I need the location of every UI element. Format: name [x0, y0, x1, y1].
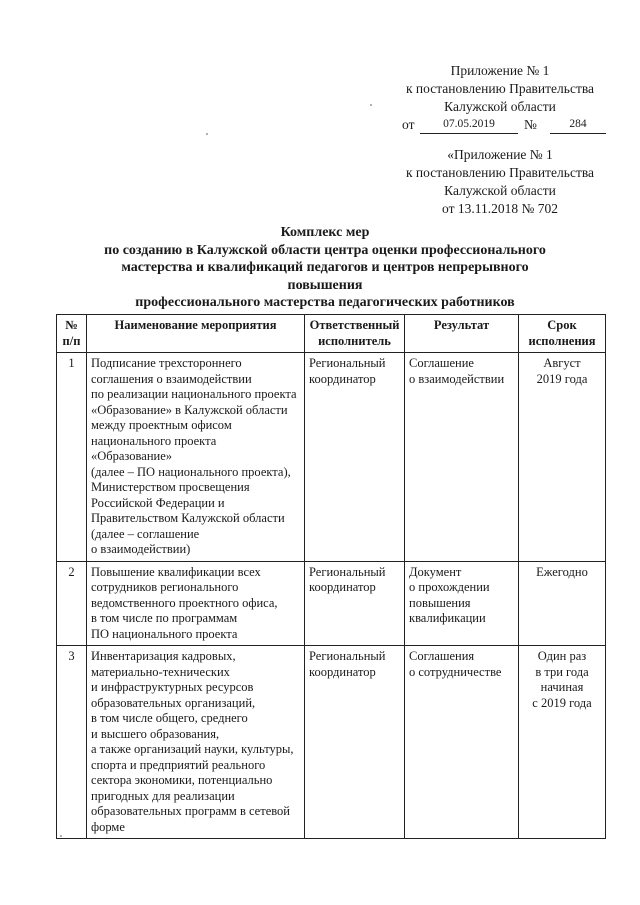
row-result: Документ о прохождении повышения квалификации	[405, 561, 519, 646]
row-number: 2	[57, 561, 87, 646]
appendix-resolution: к постановлению Правительства	[405, 81, 595, 96]
document-title	[90, 224, 560, 312]
appendix-title: «Приложение № 1	[447, 147, 553, 162]
row-number: 3	[57, 646, 87, 839]
row-name: Инвентаризация кадровых, материально-технических и инфраструктурных ресурсов образовательных организаций, в том числе общего, среднего и высшего образования, а также организаций науки, культуры, спорта и предприятий реального сектора экономики, потенциально пригодных для реализации образовательных программ в сетевой форме	[87, 646, 305, 839]
scan-speck	[370, 104, 372, 106]
appendix-reference: от 13.11.2018 № 702	[442, 201, 558, 216]
resolution-date: 07.05.2019	[420, 115, 518, 134]
resolution-number: 284	[550, 115, 606, 134]
row-term: Ежегодно	[519, 561, 606, 646]
row-result: Соглашения о сотрудничестве	[405, 646, 519, 839]
appendix-current-header	[390, 62, 610, 134]
header-responsible: Ответственный исполнитель	[305, 315, 405, 353]
header-term: Срок исполнения	[519, 315, 606, 353]
appendix-region: Калужской области	[444, 99, 556, 114]
appendix-reference	[390, 116, 610, 134]
row-responsible: Региональный координатор	[305, 561, 405, 646]
measures-table	[56, 314, 606, 839]
row-name: Подписание трехстороннего соглашения о взаимодействии по реализации национального проекта «Образование» в Калужской области между проектным офисом национального проекта «Образование» (далее – ПО национального проекта), Министерством просвещения Российской Федерации и Правительством Калужской области (далее – соглашение о взаимодействии)	[87, 353, 305, 562]
header-name: Наименование мероприятия	[87, 315, 305, 353]
row-result: Соглашение о взаимодействии	[405, 353, 519, 562]
title-line: Комплекс мер	[280, 225, 370, 240]
table-row	[57, 646, 606, 839]
appendix-title: Приложение № 1	[450, 63, 550, 78]
row-responsible: Региональный координатор	[305, 646, 405, 839]
scan-speck	[60, 835, 62, 837]
appendix-region: Калужской области	[444, 183, 556, 198]
scan-speck	[206, 133, 208, 135]
row-term: Один раз в три года начиная с 2019 года	[519, 646, 606, 839]
table-header-row	[57, 315, 606, 353]
table-row	[57, 353, 606, 562]
table-row	[57, 561, 606, 646]
appendix-original-header	[390, 146, 610, 218]
header-num: № п/п	[57, 315, 87, 353]
title-line: по созданию в Калужской области центра оценки профессионального	[104, 242, 546, 258]
row-term: Август 2019 года	[519, 353, 606, 562]
header-result: Результат	[405, 315, 519, 353]
number-label: №	[524, 117, 537, 132]
row-responsible: Региональный координатор	[305, 353, 405, 562]
row-name: Повышение квалификации всех сотрудников регионального ведомственного проектного офиса, в том числе по программам ПО национального проекта	[87, 561, 305, 646]
row-number: 1	[57, 353, 87, 562]
title-line: профессионального мастерства педагогических работников	[135, 295, 515, 310]
title-line: мастерства и квалификаций педагогов и центров непрерывного повышения	[121, 260, 529, 293]
appendix-resolution: к постановлению Правительства	[405, 165, 595, 180]
from-label: от	[402, 117, 415, 132]
